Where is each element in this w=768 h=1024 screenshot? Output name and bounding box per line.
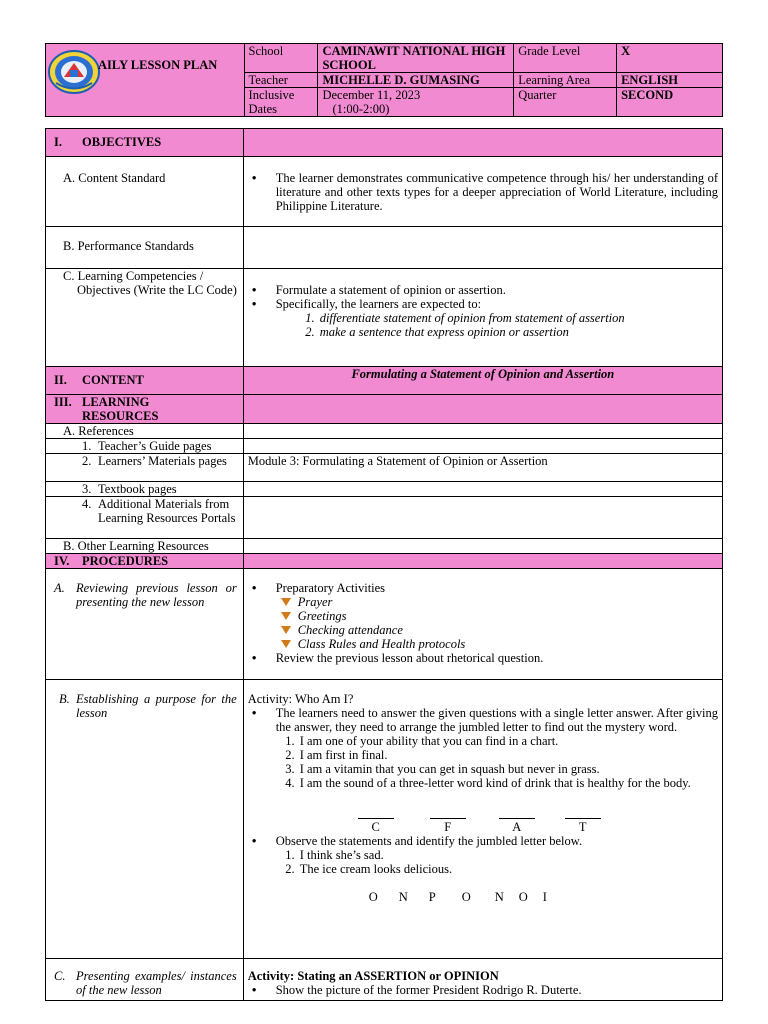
competency-2 [276, 297, 718, 339]
procedure-a-bullet-2: ● Review the previous lesson about rhetorical question. [276, 651, 718, 665]
dates-value-line2: (1:00-2:00) [332, 102, 390, 116]
procedure-a-bullet-1-text: Preparatory Activities [275, 581, 386, 595]
procedure-b-row [46, 680, 723, 959]
procedure-b-item-2: 2. I am first in final. [298, 748, 718, 762]
jumbled-letter: N [494, 890, 504, 904]
grade-label: Grade Level [514, 44, 617, 73]
blank-3-letter: A [512, 820, 522, 834]
school-seal-logo [48, 50, 100, 94]
procedure-a-row [46, 569, 723, 680]
content-topic: Formulating a Statement of Opinion and Assertion [243, 367, 722, 395]
jumbled-letter: O [518, 890, 528, 904]
procedure-b-label: Establishing a purpose for the lesson [76, 692, 237, 720]
blank-4-letter: T [578, 820, 587, 834]
procedure-a-label-cell [46, 569, 244, 680]
competencies-label: C. Learning Competencies / Objectives (Write the LC Code) [63, 269, 237, 297]
content-num: II. [54, 373, 67, 387]
blank-2-letter: F [444, 820, 452, 834]
lm-label-text: Learners’ Materials pages [98, 454, 227, 468]
additional-cell [243, 497, 722, 539]
procedure-c-letter: C. [54, 969, 66, 983]
blank-2 [430, 818, 466, 834]
lm-value: Module 3: Formulating a Statement of Opinion or Assertion [243, 454, 722, 482]
procedures-heading-text: PROCEDURES [82, 554, 169, 568]
objectives-heading [46, 129, 244, 157]
resources-heading-row [46, 395, 723, 424]
tg-label-text: Teacher’s Guide pages [98, 439, 212, 453]
procedure-a-bullet-1 [276, 581, 718, 651]
procedure-c-cell [243, 959, 722, 1001]
procedure-c-bullet-1: ● Show the picture of the former President Rodrigo R. Duterte. [276, 983, 718, 997]
grade-value: X [617, 44, 723, 73]
procedure-b-item-1: 1. I am one of your ability that you can find in a chart. [298, 734, 718, 748]
jumbled-letter: P [428, 890, 436, 904]
procedure-b-statement-1: 1. I think she’s sad. [298, 848, 718, 862]
procedure-a-sub-2: Greetings [298, 609, 718, 623]
other-resources-row [46, 539, 723, 554]
objectives-heading-row [46, 129, 723, 157]
other-resources-label: B. Other Learning Resources [46, 539, 244, 554]
procedures-heading-row [46, 554, 723, 569]
procedure-a-letter: A. [54, 581, 65, 595]
tg-cell [243, 439, 722, 454]
jumbled-letter: N [398, 890, 408, 904]
references-label: A. References [46, 424, 244, 439]
procedure-a-sub-1: Prayer [298, 595, 718, 609]
competency-2-text: Specifically, the learners are expected to: [275, 297, 482, 311]
resources-heading [46, 395, 244, 424]
references-cell [243, 424, 722, 439]
content-standard-row [46, 157, 723, 227]
quarter-value: SECOND [617, 88, 723, 117]
quarter-label: Quarter [514, 88, 617, 117]
additional-label: 4. Additional Materials from Learning Resources Portals [46, 497, 244, 539]
procedure-c-activity: Activity: Stating an ASSERTION or OPINION [247, 969, 499, 983]
performance-row [46, 227, 723, 269]
dates-value [318, 88, 514, 117]
area-value: ENGLISH [617, 73, 723, 88]
procedure-c-row [46, 959, 723, 1001]
dates-value-line1: December 11, 2023 [322, 88, 421, 102]
jumbled-letter: I [542, 890, 547, 904]
content-row [46, 367, 723, 395]
content-heading-text: CONTENT [82, 373, 144, 387]
competency-1: ● Formulate a statement of opinion or assertion. [276, 283, 718, 297]
content-standard-text: ● The learner demonstrates communicative competence through his/ her understanding of literature and other texts types for a deeper appreciation of World Literature, including Philippine Literature. [276, 171, 718, 213]
competencies-row [46, 269, 723, 367]
content-standard-cell [243, 157, 722, 227]
jumbled-letter: O [368, 890, 378, 904]
procedure-b-cell [243, 680, 722, 959]
procedure-b-statement-2: 2. The ice cream looks delicious. [298, 862, 718, 876]
jumbled-letters [369, 890, 718, 904]
procedure-b-bullet-1-text: ● The learners need to answer the given questions with a single letter answer. After giving the answer, they need to arrange the jumbled letter to find out the mystery word. [275, 706, 718, 734]
procedure-b-bullet-2-text: Observe the statements and identify the jumbled letter below. [275, 834, 583, 848]
procedure-a-sub-3: Checking attendance [298, 623, 718, 637]
additional-label-text: Additional Materials from Learning Resources Portals [98, 497, 236, 525]
resources-heading-text: LEARNING RESOURCES [82, 395, 159, 423]
procedure-b-bullet-2 [276, 834, 718, 876]
content-standard-label: A. Content Standard [46, 157, 244, 227]
procedure-b-item-3: 3. I am a vitamin that you can get in squash but never in grass. [298, 762, 718, 776]
performance-cell [243, 227, 722, 269]
additional-row [46, 497, 723, 539]
textbook-cell [243, 482, 722, 497]
blanks-row [358, 818, 718, 834]
procedure-a-label: Reviewing previous lesson or presenting the new lesson [76, 581, 237, 609]
doc-title-cell [46, 44, 245, 117]
textbook-label: 3. Textbook pages [46, 482, 244, 497]
procedure-b-activity: Activity: Who Am I? [247, 692, 354, 706]
references-row [46, 424, 723, 439]
jumbled-letter: O [461, 890, 471, 904]
blank-1 [358, 818, 394, 834]
school-value: CAMINAWIT NATIONAL HIGH SCHOOL [318, 44, 514, 73]
blank-3 [499, 818, 535, 834]
blank-4 [565, 818, 601, 834]
procedure-b-bullet-1 [276, 706, 718, 790]
lm-row [46, 454, 723, 482]
procedure-a-sub-4: Class Rules and Health protocols [298, 637, 718, 651]
dates-label: Inclusive Dates [244, 88, 318, 117]
objectives-num: I. [54, 135, 62, 149]
performance-label: B. Performance Standards [46, 227, 244, 269]
resources-num: III. [54, 395, 72, 409]
lm-label: 2. Learners’ Materials pages [46, 454, 244, 482]
textbook-row [46, 482, 723, 497]
teacher-value: MICHELLE D. GUMASING [318, 73, 514, 88]
procedures-heading-blank [243, 554, 722, 569]
objectives-heading-text: OBJECTIVES [82, 135, 162, 149]
competencies-cell [243, 269, 722, 367]
tg-row [46, 439, 723, 454]
other-resources-cell [243, 539, 722, 554]
competency-sub-2: 2. make a sentence that express opinion or assertion [318, 325, 718, 339]
blank-1-letter: C [371, 820, 380, 834]
resources-heading-blank [243, 395, 722, 424]
procedure-c-label: Presenting examples/ instances of the new lesson [76, 969, 237, 997]
area-label: Learning Area [514, 73, 617, 88]
competency-sub-1: 1. differentiate statement of opinion from statement of assertion [318, 311, 718, 325]
tg-label: 1. Teacher’s Guide pages [46, 439, 244, 454]
teacher-label: Teacher [244, 73, 318, 88]
lesson-plan-table [45, 128, 723, 1001]
procedure-b-item-4: 4. I am the sound of a three-letter word kind of drink that is healthy for the body. [298, 776, 718, 790]
procedure-b-letter: B. [59, 692, 70, 706]
procedures-heading [46, 554, 244, 569]
school-label: School [244, 44, 318, 73]
textbook-label-text: Textbook pages [98, 482, 177, 496]
procedure-c-label-cell [46, 959, 244, 1001]
competencies-label-cell [46, 269, 244, 367]
content-heading [46, 367, 244, 395]
doc-title: AILY LESSON PLAN [98, 58, 218, 72]
procedures-num: IV. [54, 554, 70, 568]
procedure-a-cell [243, 569, 722, 680]
objectives-heading-blank [243, 129, 722, 157]
header-table [45, 43, 723, 117]
procedure-b-label-cell [46, 680, 244, 959]
